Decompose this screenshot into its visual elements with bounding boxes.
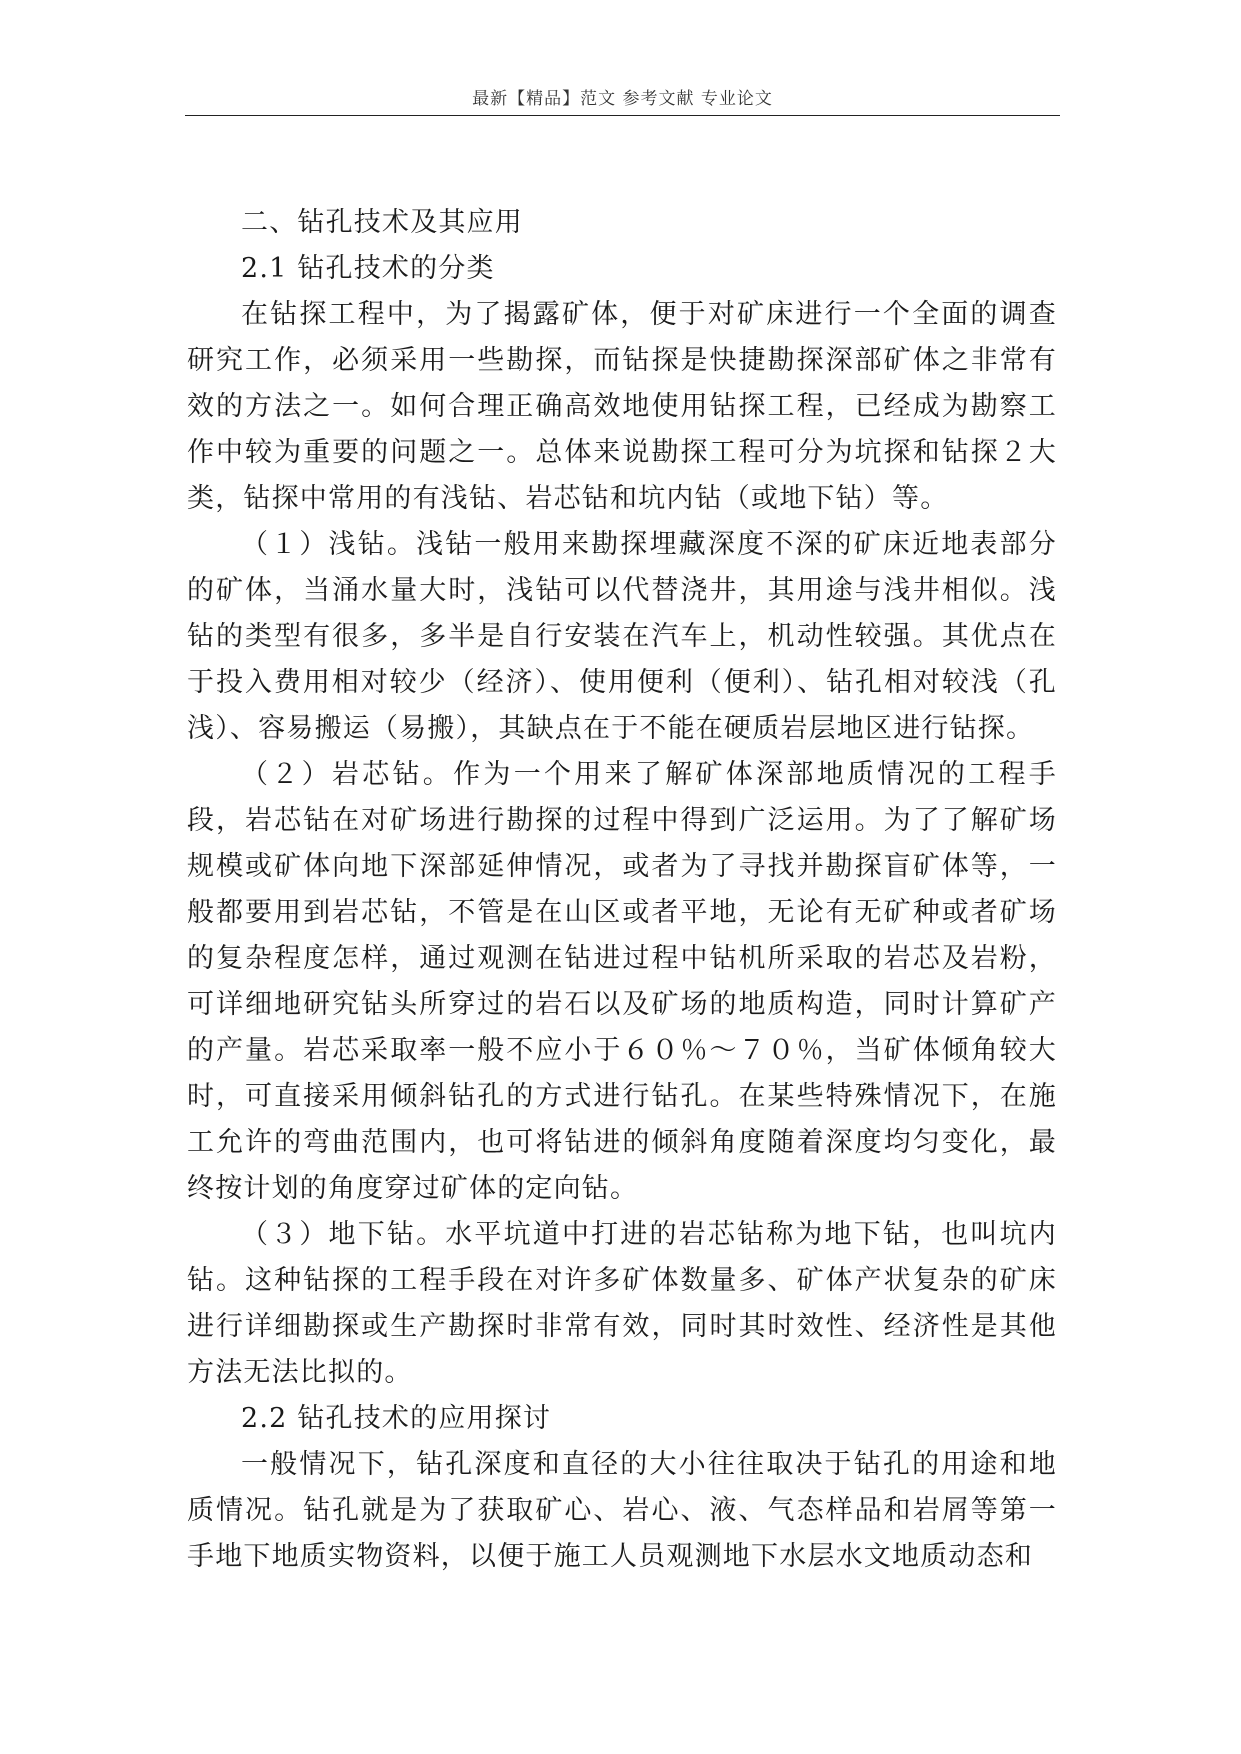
paragraph-intro: 在钻探工程中，为了揭露矿体，便于对矿床进行一个全面的调查研究工作，必须采用一些勘探，而钻探是快捷勘探深部矿体之非常有效的方法之一。如何合理正确高效地使用钻探工程，已经成为勘察工作中较为重要的问题之一。总体来说勘探工程可分为坑探和钻探２大类，钻探中常用的有浅钻、岩芯钻和坑内钻（或地下钻）等。 (187, 299, 1057, 514)
paragraph-core-drill: （２）岩芯钻。作为一个用来了解矿体深部地质情况的工程手段，岩芯钻在对矿场进行勘探的过程中得到广泛运用。为了了解矿场规模或矿体向地下深部延伸情况，或者为了寻找并勘探盲矿体等，一般都要用到岩芯钻，不管是在山区或者平地，无论有无矿种或者矿场的复杂程度怎样，通过观测在钻进过程中钻机所采取的岩芯及岩粉，可详细地研究钻头所穿过的岩石以及矿场的地质构造，同时计算矿产的产量。岩芯采取率一般不应小于６０％～７０％，当矿体倾角较大时，可直接采用倾斜钻孔的方式进行钻孔。在某些特殊情况下，在施工允许的弯曲范围内，也可将钻进的倾斜角度随着深度均匀变化，最终按计划的角度穿过矿体的定向钻。 (187, 759, 1057, 1204)
section-title: 二、钻孔技术及其应用 (241, 207, 523, 238)
subsection-title-application: 2.2 钻孔技术的应用探讨 (241, 1403, 552, 1434)
paragraph-underground-drill: （３）地下钻。水平坑道中打进的岩芯钻称为地下钻，也叫坑内钻。这种钻探的工程手段在对许多矿体数量多、矿体产状复杂的矿床进行详细勘探或生产勘探时非常有效，同时其时效性、经济性是其他方法无法比拟的。 (187, 1219, 1057, 1388)
page-header: 最新【精品】范文 参考文献 专业论文 (472, 89, 773, 109)
header-divider (185, 115, 1060, 116)
paragraph-shallow-drill: （１）浅钻。浅钻一般用来勘探埋藏深度不深的矿床近地表部分的矿体，当涌水量大时，浅钻可以代替浇井，其用途与浅井相似。浅钻的类型有很多，多半是自行安装在汽车上，机动性较强。其优点在于投入费用相对较少（经济）、使用便利（便利）、钻孔相对较浅（孔浅）、容易搬运（易搬），其缺点在于不能在硬质岩层地区进行钻探。 (187, 529, 1057, 744)
document-body (187, 200, 1057, 1580)
paragraph-application: 一般情况下，钻孔深度和直径的大小往往取决于钻孔的用途和地质情况。钻孔就是为了获取矿心、岩心、液、气态样品和岩屑等第一手地下地质实物资料，以便于施工人员观测地下水层水文地质动态和 (187, 1449, 1057, 1572)
subsection-title-classification: 2.1 钻孔技术的分类 (241, 253, 495, 284)
